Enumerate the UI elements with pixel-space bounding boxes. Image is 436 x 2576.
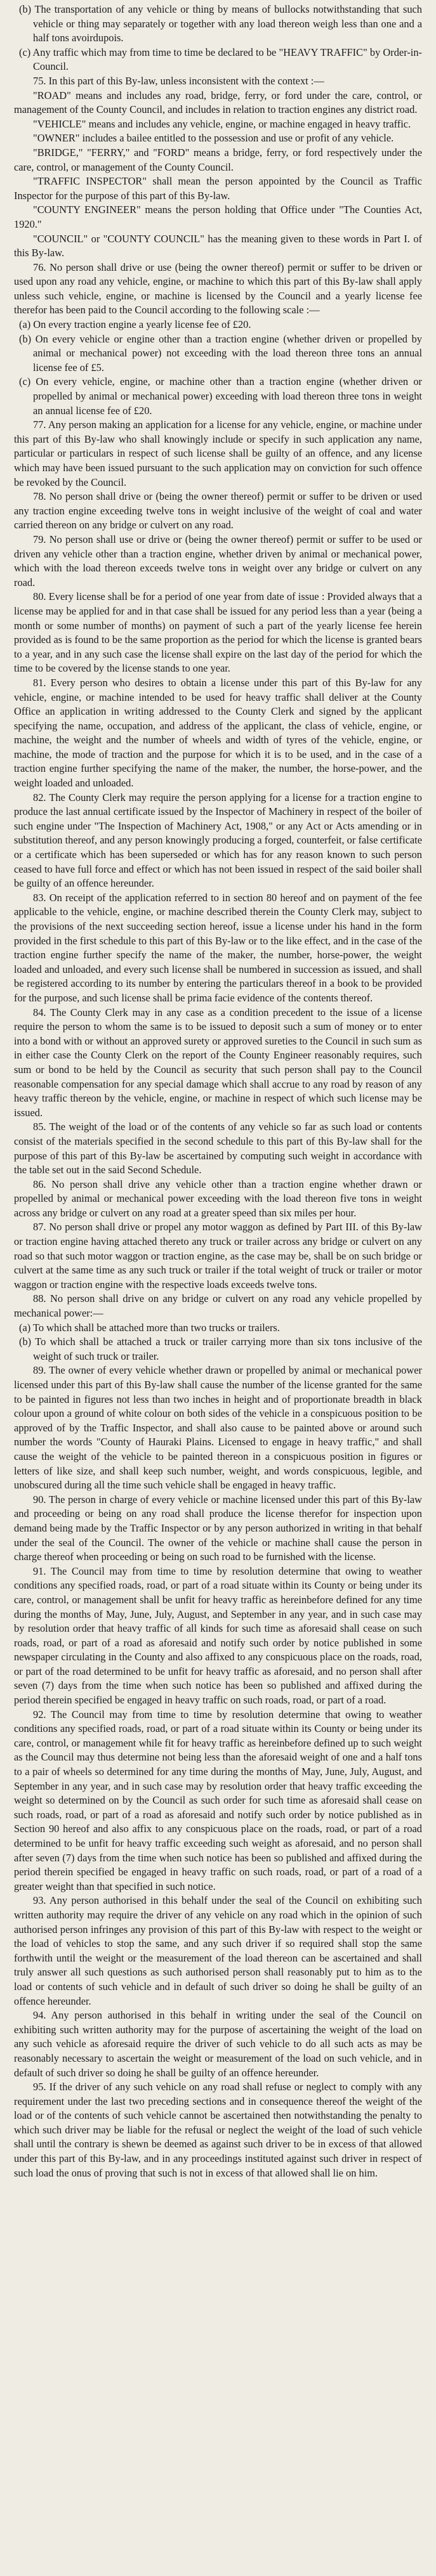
section-paragraph: 76. No person shall drive or use (being the owner thereof) permit or suffer to be driven or used upon any road any vehicle, engine, or machine to which this part of this By-law shall apply unless such vehicle, engine, or machine is licensed by the Council and a yearly license fee therefor has been paid to the Council according to the following scale :— [14,261,422,316]
definition-paragraph: "TRAFFIC INSPECTOR" shall mean the person appointed by the Council as Traffic Inspector for the purpose of this part of this By-law. [14,175,422,202]
section-paragraph: 90. The person in charge of every vehicle or machine licensed under this part of this By-law and proceeding or being on any road shall produce the license therefor for inspection upon demand being made by the Traffic Inspector or by any person authorized in writing in that behalf under the seal of the Council. The owner of the vehicle or machine shall cause the person in charge thereof when proceeding or being on such road to be furnished with the license. [14,1493,422,1563]
section-paragraph: 94. Any person authorised in this behalf in writing under the seal of the Council on exhibiting such written authority may for the purpose of ascertaining the weight of the load on any such vehicle as aforesaid require the driver of such vehicle to do all such acts as may be reasonably necessary to ascertain the weight or measurement of the load on such vehicle, and in default of such driver so doing he shall be guilty of an offence hereunder. [14,2009,422,2079]
section-paragraph: 84. The County Clerk may in any case as a condition precedent to the issue of a license require the person to whom the same is to be issued to deposit such a sum of money or to enter into a bond with or without an approved surety or approved sureties to the Council in such sum as in either case the County Clerk on the report of the County Engineer reasonably requires, such sum or bond to be held by the Council as security that such person shall pay to the Council reasonable compensation for any special damage which shall accrue to any road by reason of any heavy traffic thereon by the vehicle, engine, or machine in respect of which such license may be issued. [14,1006,422,1119]
definition-paragraph: "BRIDGE," "FERRY," and "FORD" means a bridge, ferry, or ford respectively under the care, control, or management of the County Council. [14,146,422,173]
section-paragraph: 92. The Council may from time to time by resolution determine that owing to weather conditions any specified roads, road, or part of a road situate within its County or being under its care, control, or management while fit for heavy traffic as hereinbefore defined up to such weight as the Council may thus determine not being less than the aforesaid weight of one and a half tons to a pair of wheels so determined for any time during the months of May, June, July, August, and September in any year, and in such case may by resolution order that heavy traffic exceeding the weight so determined on by the Council as such order for such time as aforesaid shall cease on such roads, road, or part of a road as aforesaid and notify such order by notice published as in Section 90 hereof and also affix to any conspicuous place on the roads, road, or part of a road determined to be unfit for heavy traffic exceeding such weight as aforesaid, and no person shall after seven (7) days from the time when such notice has been so published and affixed during the period therein specified be engaged in heavy traffic on such roads, road, or part of a road of a greater weight than that specified in such notice. [14,1708,422,1892]
section-paragraph: 93. Any person authorised in this behalf under the seal of the Council on exhibiting such written authority may require the driver of any vehicle on any road which in the opinion of such authorised person infringes any provision of this part of this By-law with respect to the weight or the load of vehicles to stop the same, and any such driver if so required shall stop the same forthwith until the weight or the measurement of the load thereon can be ascertained and shall truly answer all such questions as such authorised person shall reasonably put to him as to the load or contents of such vehicle and in default of such driver so doing he shall be guilty of an offence hereunder. [14,1894,422,2007]
section-paragraph: 95. If the driver of any such vehicle on any road shall refuse or neglect to comply with any requirement under the last two preceding sections and in consequence thereof the weight of the load or of the contents of such vehicle cannot be ascertained then notwithstanding the penalty to which such driver may be liable for the refusal or neglect the weight of the load of such vehicle shall until the contrary is shewn be deemed as against such driver to be in excess of that allowed under this part of this By-law, and in any proceedings instituted against such driver in respect of such load the onus of proving that such is not in excess of that allowed shall lie on him. [14,2081,422,2179]
definition-paragraph: "ROAD" means and includes any road, bridge, ferry, or ford under the care, control, or management of the County Council, and includes in relation to traction engines any district road. [14,89,422,116]
definition-paragraph: "VEHICLE" means and includes any vehicle, engine, or machine engaged in heavy traffic. [33,117,411,130]
clause-item: (b) The transportation of any vehicle or thing by means of bullocks notwithstanding that such vehicle or thing may separately or together with any load thereon weigh less than one and a half tons avoirdupois. [19,3,422,44]
clause-item: (c) Any traffic which may from time to time be declared to be "HEAVY TRAFFIC" by Order-in-Council. [19,46,422,73]
definition-paragraph: "OWNER" includes a bailee entitled to the possession and use or profit of any vehicle. [33,132,394,145]
section-paragraph: 87. No person shall drive or propel any motor waggon as defined by Part III. of this By-law or traction engine having attached thereto any truck or trailer across any bridge or culvert on any road so that such motor waggon or traction engine, as the case may be, shall be on such bridge or culvert at the same time as any such truck or trailer if the total weight of truck or trailer or motor waggon or traction engine with the respective loads exceeds twelve tons. [14,1221,422,1291]
clause-item: (c) On every vehicle, engine, or machine other than a traction engine (whether driven or propelled by animal or mechanical power) exceeding with load thereon three tons in weight an annual license fee of £20. [19,375,422,417]
section-paragraph: 91. The Council may from time to time by resolution determine that owing to weather conditions any specified roads, road, or part of a road situate within its County or being under its care, control, or management shall be unfit for heavy traffic as hereinbefore defined for any time during the months of May, June, July, August, and September in any year, and in such case may by resolution order that heavy traffic of all kinds for such time as aforesaid shall cease on such roads, road, or part of a road as aforesaid and notify such order by notice published in some newspaper circulating in the County and also affixed to any conspicuous place on the roads, road, or part of the road determined to be unfit for heavy traffic as aforesaid, and no person shall after seven (7) days from the time when such notice has been so published and affixed during the period therein specified be engaged in heavy traffic on such roads, road, or part of a road. [14,1564,422,1707]
section-paragraph: 81. Every person who desires to obtain a license under this part of this By-law for any vehicle, engine, or machine intended to be used for heavy traffic shall deliver at the County Office an application in writing addressed to the County Clerk and signed by the applicant specifying the name, occupation, and address of the applicant, the class of vehicle, engine, or machine, the weight and the number of wheels and width of tyres of the vehicle, engine, or machine, the mode of traction and the purpose for which it is to be used, and in the case of a traction engine further specifying the name of the maker, the number, the horse-power, and the weight loaded and unloaded. [14,676,422,790]
section-paragraph: 85. The weight of the load or of the contents of any vehicle so far as such load or contents consist of the materials specified in the second schedule to this part of this By-law shall for the purpose of this part of this By-law be ascertained by computing such weight in accordance with the table set out in the said Second Schedule. [14,1121,422,1176]
section-paragraph: 77. Any person making an application for a license for any vehicle, engine, or machine under this part of this By-law who shall knowingly include or specify in such application any name, particular or particulars in respect of such license shall be guilty of an offence, and any license which may have been issued pursuant to the such application may on conviction for such offence be revoked by the Council. [14,419,422,488]
section-paragraph: 82. The County Clerk may require the person applying for a license for a traction engine to produce the last annual certificate issued by the Inspector of Machinery in respect of the boiler of such engine under "The Inspection of Machinery Act, 1908," or any Act or Acts amending or in substitution thereof, and any person knowingly producing a forged, counterfeit, or false certificate or a certificate which has been superseded or which has for any reason known to such person ceased to have full force and effect or which has not been issued in respect of the said boiler shall be guilty of an offence hereunder. [14,791,422,890]
section-paragraph: 80. Every license shall be for a period of one year from date of issue : Provided always that a license may be applied for and in that case shall be issued for any period less than a year (being a month or some number of months) on payment of such a part of the yearly license fee herein provided as is found to be the same proportion as the period for which the license is granted bears to a year, and in any such case the license shall expire on the last day of the period for which the time to be covered by the license stands to one year. [14,590,422,675]
definition-paragraph: "COUNCIL" or "COUNTY COUNCIL" has the meaning given to these words in Part I. of this By-law. [14,232,422,259]
clause-item: (b) On every vehicle or engine other than a traction engine (whether driven or propelled by animal or mechanical power) not exceeding with the load thereon three tons an annual license fee of £5. [19,332,422,374]
definition-paragraph: "COUNTY ENGINEER" means the person holding that Office under "The Counties Act, 1920." [14,204,422,230]
section-paragraph: 83. On receipt of the application referred to in section 80 hereof and on payment of the fee applicable to the vehicle, engine, or machine described therein the County Clerk may, subject to the provisions of the next succeeding section hereof, issue a license under his hand in the form provided in the first schedule to this part of this By-law or to the like effect, and in the case of the traction engine further specify the name of the maker, the number, horse-power, the weight loaded and unloaded, and every such license shall be numbered in succession as issued, and shall be registered according to its number by entering the particulars thereof in a book to be provided for the purpose, and such license shall be prima facie evidence of the contents thereof. [14,891,422,1004]
section-paragraph: 89. The owner of every vehicle whether drawn or propelled by animal or mechanical power licensed under this part of this By-law shall cause the number of the license granted for the same to be painted in figures not less than two inches in height and of proportionate breadth in black colour upon a ground of white colour on both sides of the vehicle in a conspicuous position to be approved of by the Traffic Inspector, and shall also cause to be painted above or around such number the words "County of Hauraki Plains. Licensed to engage in heavy traffic," and shall cause the weight of the vehicle to be painted thereon in a conspicuous position in figures or letters of like size, and shall keep such number, weight, and words conspicuous, legible, and unobscured during all the time such vehicle shall be engaged in heavy traffic. [14,1364,422,1492]
clause-item: (b) To which shall be attached a truck or trailer carrying more than six tons inclusive of the weight of such truck or trailer. [19,1336,422,1362]
section-paragraph: 75. In this part of this By-law, unless inconsistent with the context :— [33,74,324,87]
section-paragraph: 79. No person shall use or drive or (being the owner thereof) permit or suffer to be used or driven any vehicle other than a traction engine, whether driven by animal or mechanical power, which with the load thereon exceeds twelve tons in weight over any bridge or culvert on any road. [14,533,422,589]
section-paragraph: 88. No person shall drive on any bridge or culvert on any road any vehicle propelled by mechanical power:— [14,1292,422,1320]
section-paragraph: 78. No person shall drive or (being the owner thereof) permit or suffer to be driven or used any traction engine exceeding twelve tons in weight inclusive of the weight of coal and water carried thereon on any bridge or culvert on any road. [14,490,422,531]
clause-item: (a) On every traction engine a yearly license fee of £20. [19,318,251,331]
section-paragraph: 86. No person shall drive any vehicle other than a traction engine whether drawn or propelled by animal or mechanical power exceeding with the load thereon five tons in weight across any bridge or culvert on any road at a greater speed than six miles per hour. [14,1178,422,1219]
clause-item: (a) To which shall be attached more than two trucks or trailers. [19,1321,280,1334]
